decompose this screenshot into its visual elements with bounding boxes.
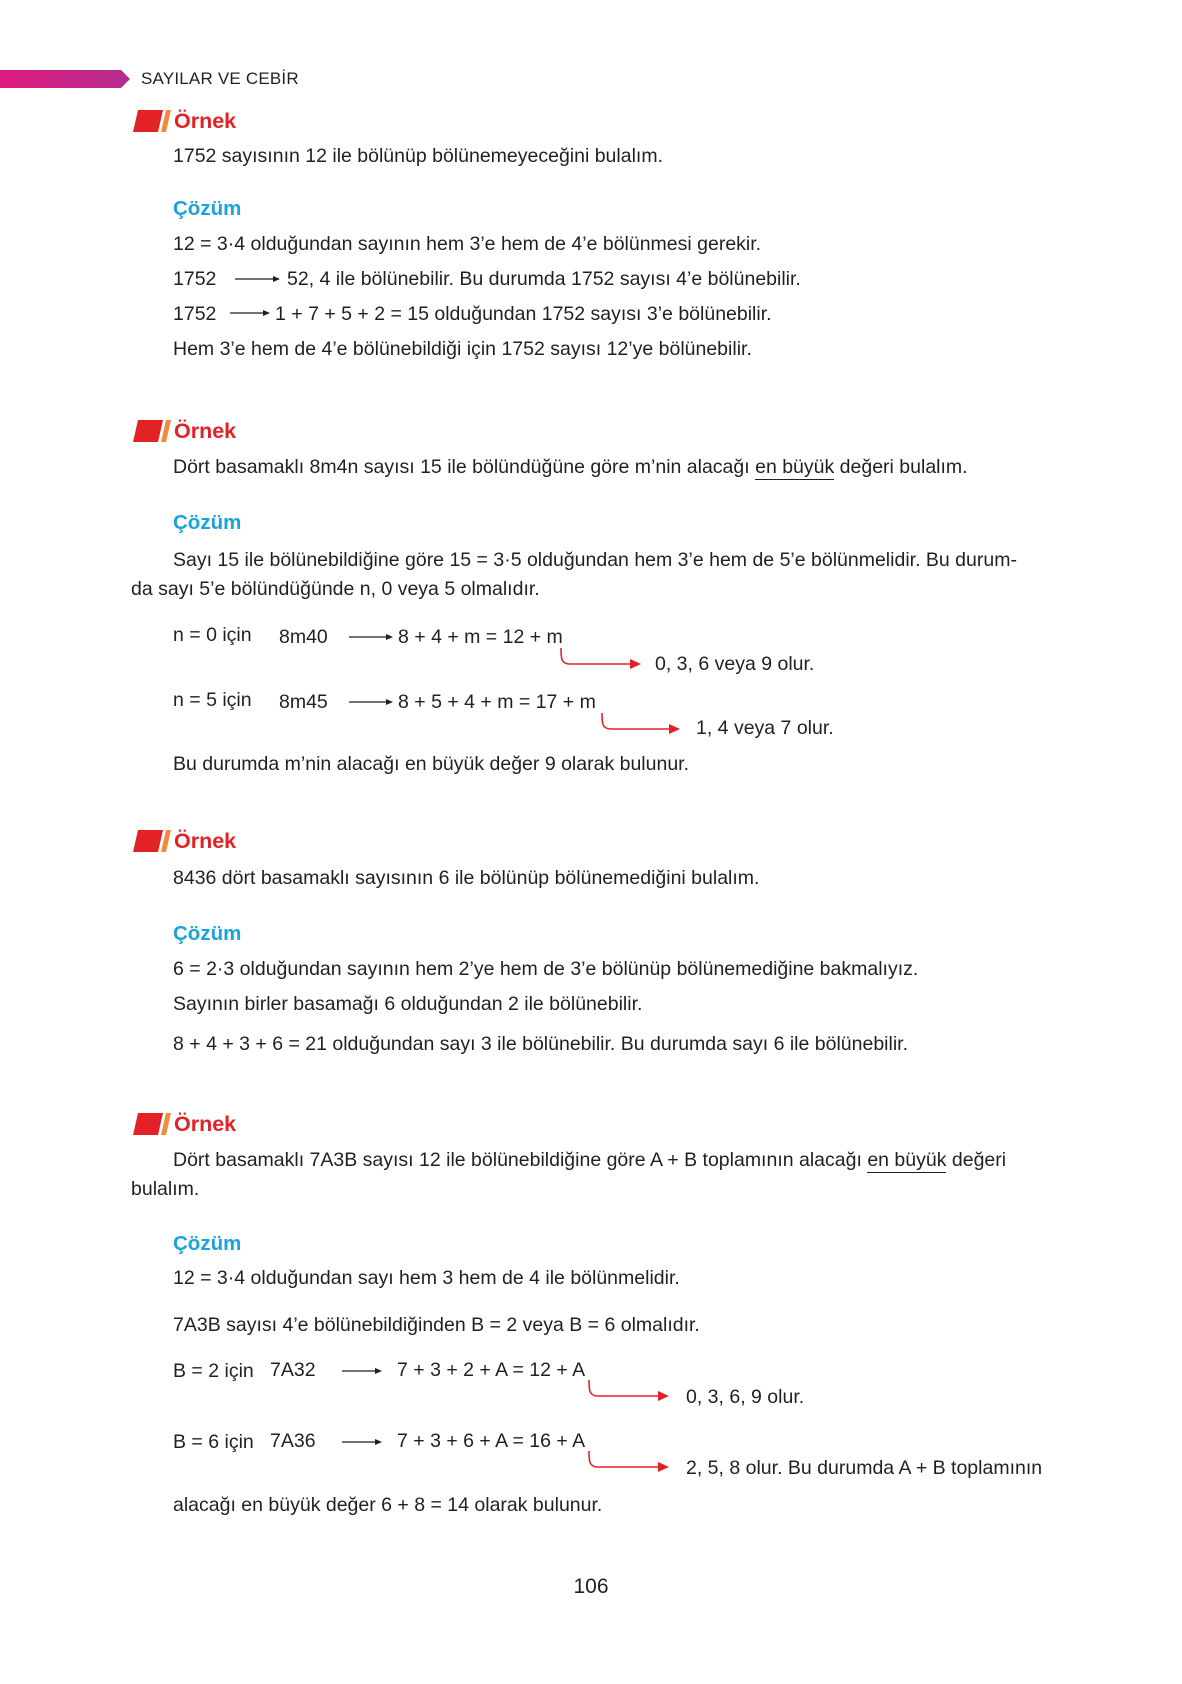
page-number: 106 <box>573 1575 609 1598</box>
example-title: Örnek <box>174 109 237 133</box>
solution-number: 1752 <box>173 268 217 290</box>
solution-title: Çözüm <box>173 922 242 945</box>
case-equation: 7 + 3 + 6 + A = 16 + A <box>397 1430 586 1452</box>
solution-line: da sayı 5’e bölündüğünde n, 0 veya 5 olmalıdır. <box>131 578 540 600</box>
solution-line: Sayının birler basamağı 6 olduğundan 2 ile bölünebilir. <box>173 993 643 1015</box>
header-accent-bar <box>0 70 130 88</box>
case-condition: B = 6 için <box>173 1431 254 1453</box>
solution-title: Çözüm <box>173 197 242 220</box>
right-arrow-icon <box>349 630 393 644</box>
example-icon <box>132 418 174 444</box>
red-curved-arrow-icon <box>584 1449 670 1479</box>
example-title: Örnek <box>174 419 237 443</box>
case-condition: B = 2 için <box>173 1360 254 1382</box>
solution-line: 12 = 3·4 olduğundan sayının hem 3’e hem de 4’e bölünmesi gerekir. <box>173 233 762 255</box>
red-curved-arrow-icon <box>556 646 642 676</box>
example-question: 1752 sayısının 12 ile bölünüp bölünemeyeceğini bulalım. <box>173 145 663 167</box>
solution-line: 7A3B sayısı 4’e bölünebildiğinden B = 2 veya B = 6 olmalıdır. <box>173 1314 700 1336</box>
red-curved-arrow-icon <box>584 1378 670 1408</box>
case-number: 7A32 <box>270 1359 316 1381</box>
case-number: 8m40 <box>279 626 328 648</box>
case-equation: 7 + 3 + 2 + A = 12 + A <box>397 1359 586 1381</box>
case-condition: n = 0 için <box>173 624 252 646</box>
right-arrow-icon <box>235 272 280 286</box>
solution-conclusion: Bu durumda m’nin alacağı en büyük değer 9 olarak bulunur. <box>173 753 689 775</box>
case-equation: 8 + 4 + m = 12 + m <box>398 626 563 648</box>
right-arrow-icon <box>349 695 393 709</box>
example-title: Örnek <box>174 1112 237 1136</box>
case-number: 8m45 <box>279 691 328 713</box>
solution-line: 1 + 7 + 5 + 2 = 15 olduğundan 1752 sayısı 3’e bölünebilir. <box>275 303 772 325</box>
right-arrow-icon <box>342 1364 382 1378</box>
solution-line: 6 = 2·3 olduğundan sayının hem 2’ye hem de 3’e bölünüp bölünemediğine bakmalıyız. <box>173 958 919 980</box>
section-title: SAYILAR VE CEBİR <box>141 69 299 88</box>
example-title: Örnek <box>174 829 237 853</box>
red-curved-arrow-icon <box>597 711 681 741</box>
right-arrow-icon <box>230 306 270 320</box>
solution-number: 1752 <box>173 303 217 325</box>
example-icon <box>132 1111 174 1137</box>
solution-title: Çözüm <box>173 511 242 534</box>
solution-title: Çözüm <box>173 1232 242 1255</box>
solution-conclusion: alacağı en büyük değer 6 + 8 = 14 olarak bulunur. <box>173 1494 603 1516</box>
case-equation: 8 + 5 + 4 + m = 17 + m <box>398 691 596 713</box>
example-icon <box>132 108 174 134</box>
case-result: 2, 5, 8 olur. Bu durumda A + B toplamının <box>686 1457 1043 1479</box>
case-result: 0, 3, 6, 9 olur. <box>686 1386 805 1408</box>
solution-line: 12 = 3·4 olduğundan sayı hem 3 hem de 4 ile bölünmelidir. <box>173 1267 680 1289</box>
solution-line: 52, 4 ile bölünebilir. Bu durumda 1752 sayısı 4’e bölünebilir. <box>287 268 801 290</box>
example-icon <box>132 828 174 854</box>
case-result: 1, 4 veya 7 olur. <box>696 717 834 739</box>
case-result: 0, 3, 6 veya 9 olur. <box>655 653 815 675</box>
solution-line: Sayı 15 ile bölünebildiğine göre 15 = 3·5 olduğundan hem 3’e hem de 5’e bölünmelidir. Bu durum- <box>173 549 1017 571</box>
solution-line: Hem 3’e hem de 4’e bölünebildiği için 1752 sayısı 12’ye bölünebilir. <box>173 338 752 360</box>
example-question: Dört basamaklı 8m4n sayısı 15 ile bölündüğüne göre m’nin alacağı en büyük değeri bulalım. <box>173 456 968 478</box>
case-number: 7A36 <box>270 1430 316 1452</box>
example-question-cont: bulalım. <box>131 1178 200 1200</box>
example-question: Dört basamaklı 7A3B sayısı 12 ile bölünebildiğine göre A + B toplamının alacağı en büyük değeri <box>173 1149 1007 1171</box>
case-condition: n = 5 için <box>173 689 252 711</box>
example-question: 8436 dört basamaklı sayısının 6 ile bölünüp bölünemediğini bulalım. <box>173 867 760 889</box>
solution-line: 8 + 4 + 3 + 6 = 21 olduğundan sayı 3 ile bölünebilir. Bu durumda sayı 6 ile bölünebilir. <box>173 1033 909 1055</box>
right-arrow-icon <box>342 1435 382 1449</box>
